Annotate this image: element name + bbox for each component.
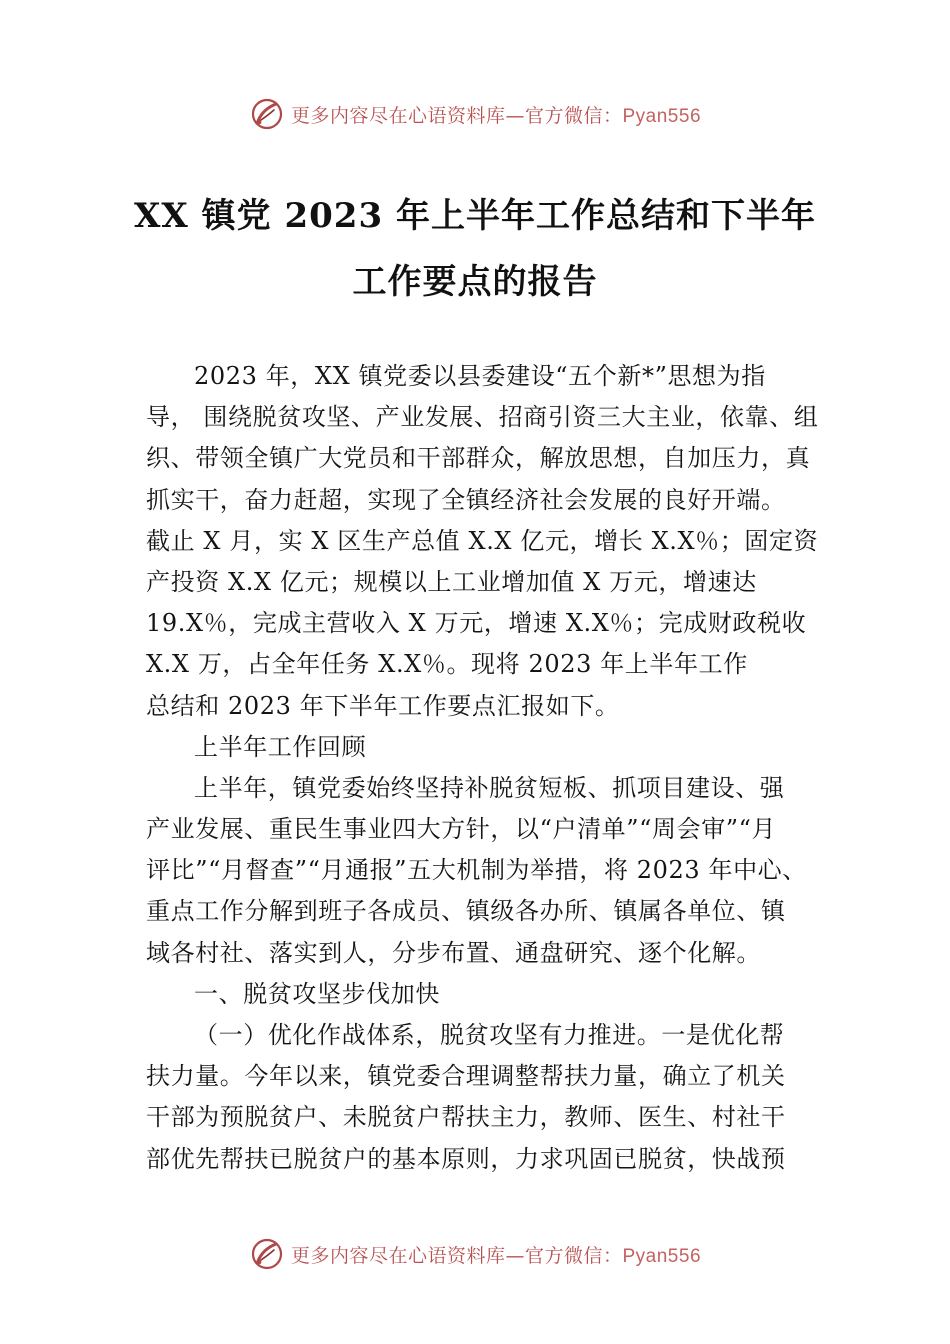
body-line: 产业发展、重民生事业四大方针，以“户清单”“周会审”“月	[146, 815, 777, 844]
body-line: 干部为预脱贫户、未脱贫户帮扶主力，教师、医生、村社干	[146, 1103, 786, 1132]
brush-logo-icon	[249, 96, 285, 132]
watermark-header	[0, 92, 950, 136]
body-line: 评比”“月督查”“月通报”五大机制为举措，将 2023 年中心、	[146, 856, 807, 885]
watermark-text-cn: 更多内容尽在心语资料库—官方微信：	[290, 104, 623, 127]
body-line: 产投资 X.X 亿元；规模以上工业增加值 X 万元，增速达	[146, 567, 757, 596]
document-body	[146, 356, 819, 1180]
body-line: 2023 年，XX 镇党委以县委建设“五个新*”思想为指	[194, 362, 766, 390]
watermark-wechat-id: Pyan556	[622, 105, 702, 127]
watermark-text-cn: 更多内容尽在心语资料库—官方微信：	[290, 1244, 623, 1267]
body-line: X.X 万，占全年任务 X.X％。现将 2023 年上半年工作	[146, 650, 748, 679]
document-title-line-1: XX 镇党 2023 年上半年工作总结和下半年	[134, 196, 816, 236]
body-line: 导， 围绕脱贫攻坚、产业发展、招商引资三大主业，依靠、组	[146, 403, 819, 432]
body-line: 总结和 2023 年下半年工作要点汇报如下。	[146, 691, 620, 720]
body-line: 上半年，镇党委始终坚持补脱贫短板、抓项目建设、强	[194, 773, 785, 802]
section-heading: 上半年工作回顾	[194, 732, 367, 761]
watermark-wechat-id: Pyan556	[622, 1245, 702, 1267]
body-line: 域各村社、落实到人，分步布置、通盘研究、逐个化解。	[146, 938, 761, 967]
section-heading: 一、脱贫攻坚步伐加快	[194, 979, 440, 1008]
body-line: 截止 X 月，实 X 区生产总值 X.X 亿元，增长 X.X％；固定资	[146, 526, 819, 555]
body-line: 抓实干，奋力赶超，实现了全镇经济社会发展的良好开端。	[146, 485, 786, 514]
body-line: 重点工作分解到班子各成员、镇级各办所、镇属各单位、镇	[146, 897, 786, 926]
watermark-text	[291, 1241, 701, 1268]
brush-logo-icon	[249, 1236, 285, 1272]
body-line: 织、带领全镇广大党员和干部群众，解放思想，自加压力，真	[146, 444, 811, 473]
watermark-footer	[0, 1232, 950, 1276]
document-title-line-2: 工作要点的报告	[352, 262, 598, 302]
body-line: 19.X％，完成主营收入 X 万元，增速 X.X％；完成财政税收	[146, 609, 807, 638]
body-line: （一）优化作战体系，脱贫攻坚有力推进。一是优化帮	[194, 1021, 785, 1049]
watermark-text	[291, 101, 701, 128]
body-line: 部优先帮扶已脱贫户的基本原则，力求巩固已脱贫，快战预	[146, 1144, 786, 1173]
body-line: 扶力量。今年以来，镇党委合理调整帮扶力量，确立了机关	[146, 1062, 786, 1091]
